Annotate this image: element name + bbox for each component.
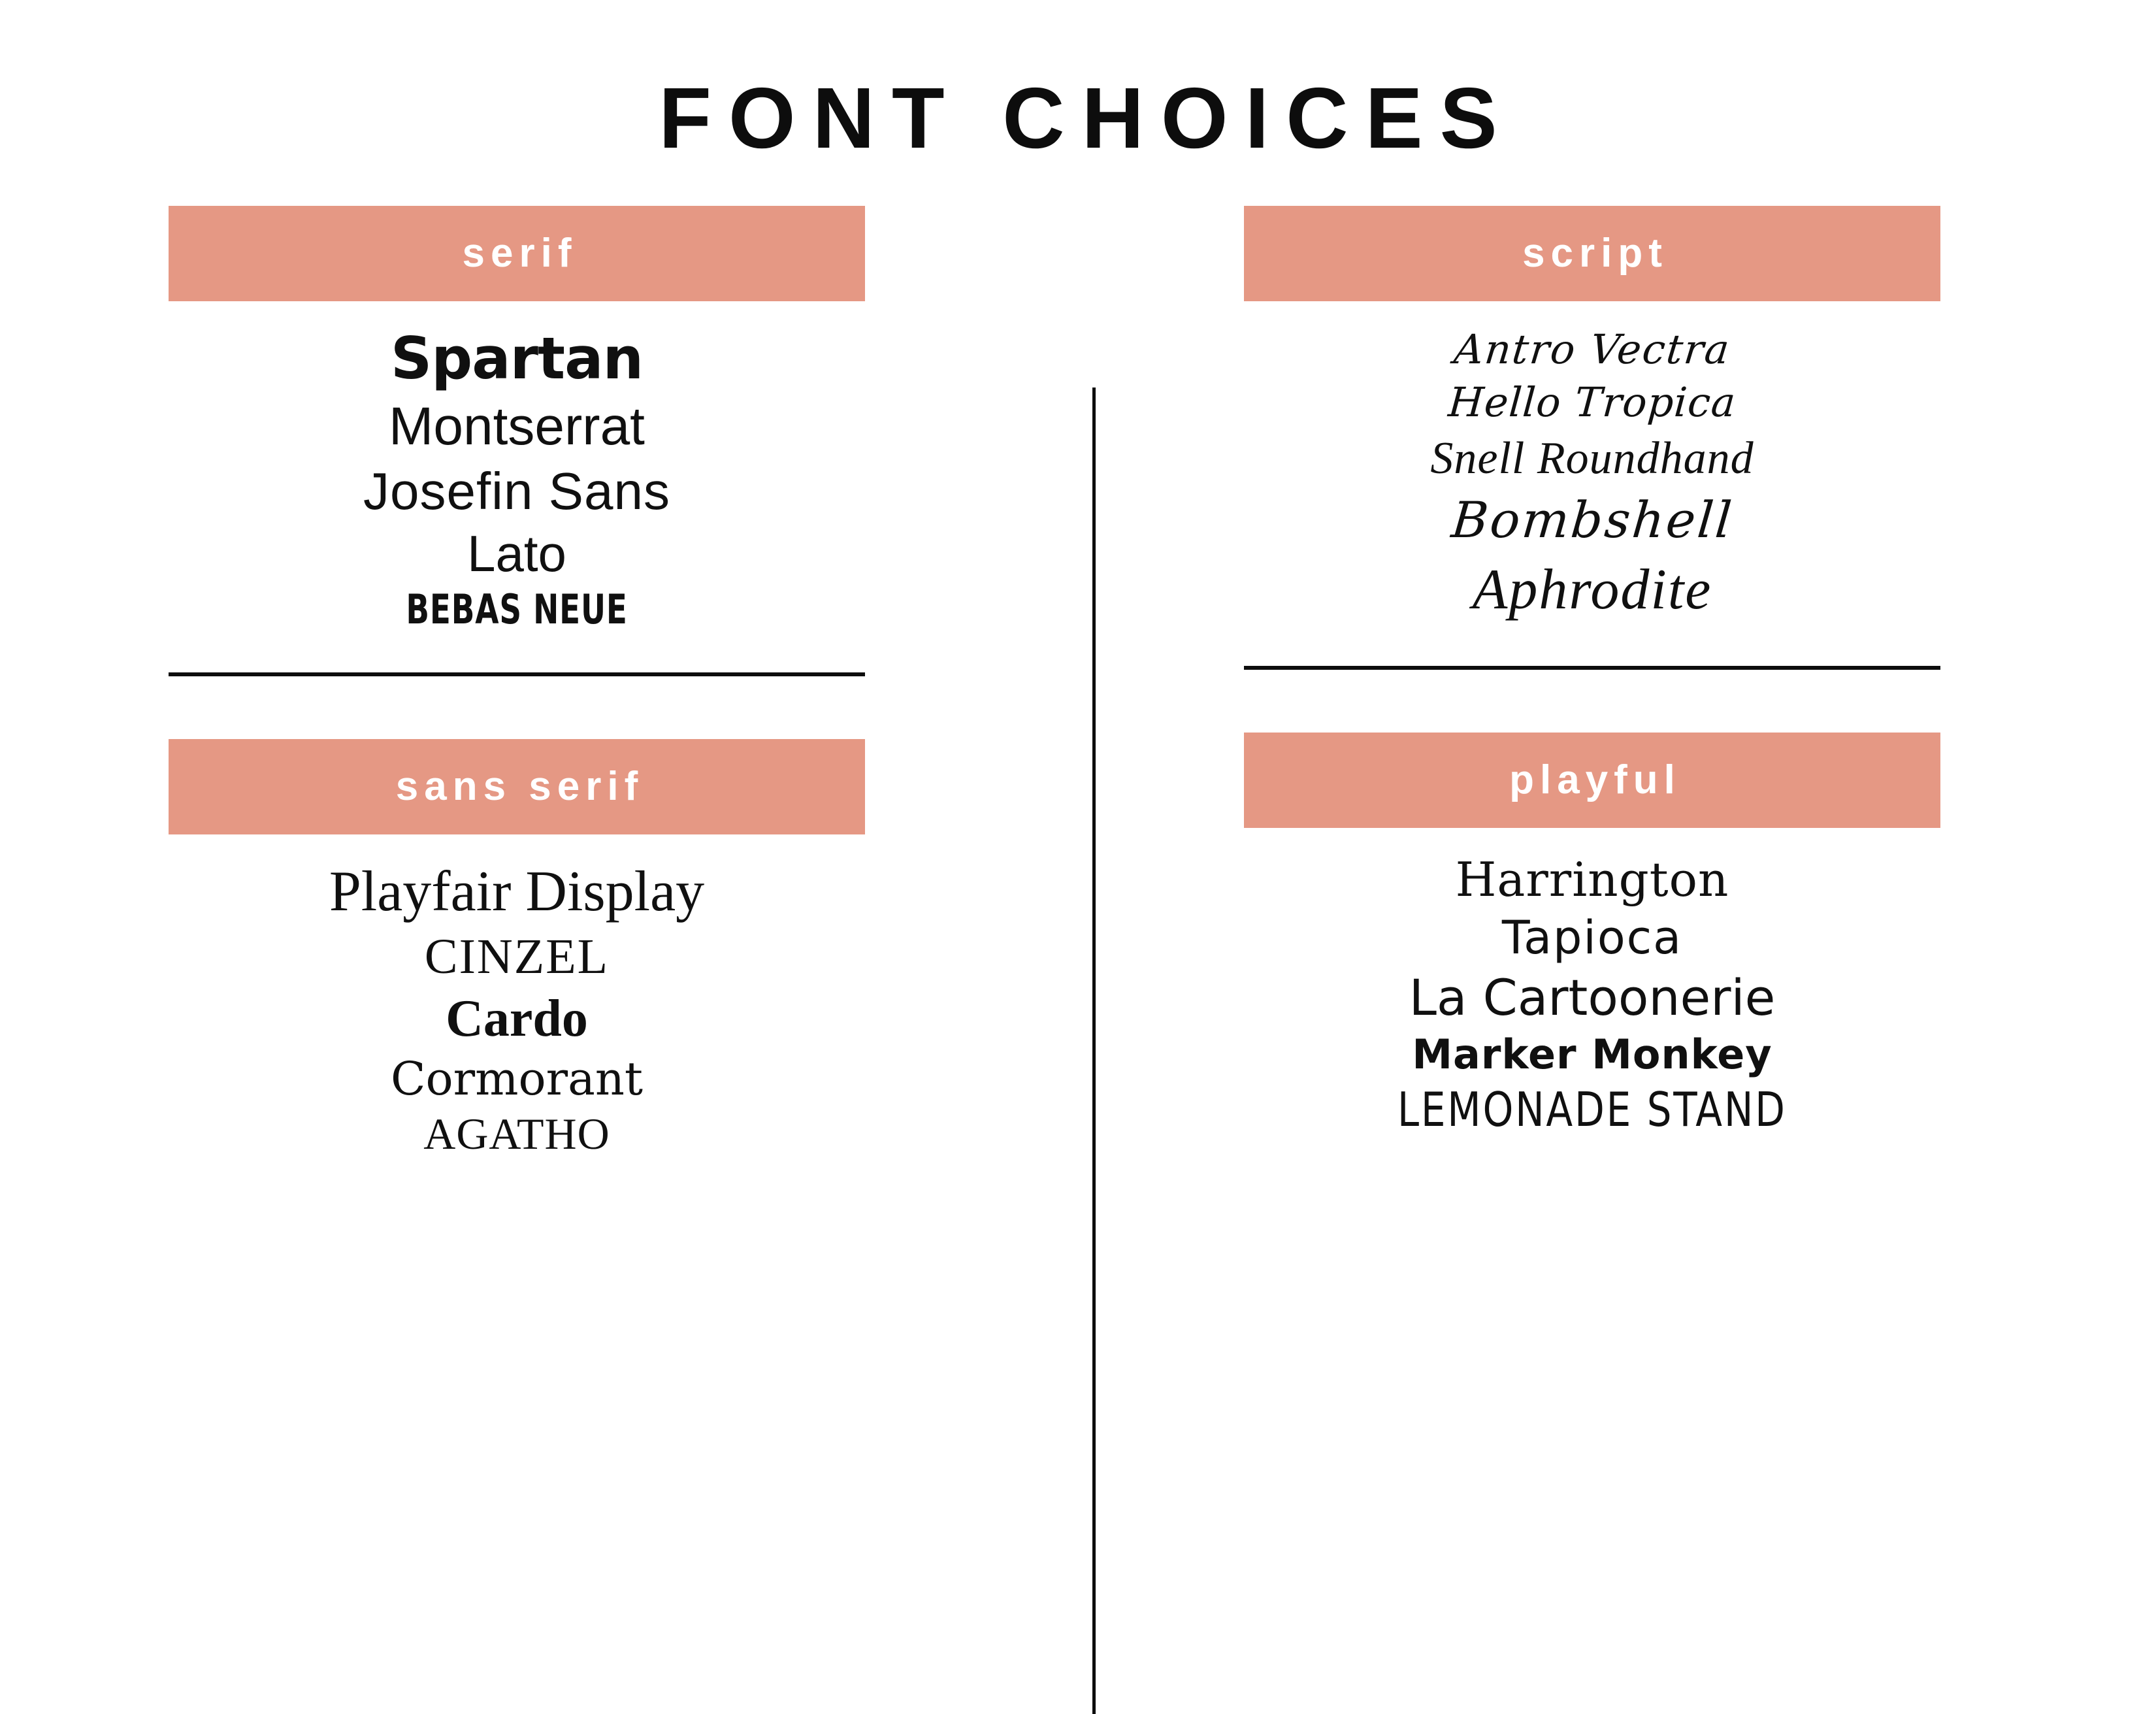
category-label-playful: playful	[1509, 757, 1681, 802]
font-sample-bebas-neue: BEBAS NEUE	[406, 585, 628, 634]
list-item	[169, 927, 865, 987]
list-item	[169, 1051, 865, 1107]
list-item	[1244, 909, 1940, 966]
page-title: FONT CHOICES	[659, 70, 1514, 166]
font-sample-playfair-display: Playfair Display	[329, 859, 705, 923]
font-sample-la-cartoonerie: La Cartoonerie	[1409, 968, 1776, 1027]
list-item	[169, 585, 865, 635]
font-sample-lemonade-stand: LEMONADE STAND	[1397, 1082, 1787, 1138]
section-playful	[1244, 733, 2038, 1140]
section-script	[1244, 206, 2038, 627]
font-sample-aphrodite: Aphrodite	[1472, 558, 1712, 622]
font-list-playful	[1244, 828, 1940, 1140]
font-sample-cinzel: CINZEL	[424, 929, 610, 985]
list-item	[169, 523, 865, 585]
list-item	[1244, 850, 1940, 910]
columns-container	[0, 165, 2156, 1666]
font-list-script	[1244, 301, 1940, 627]
list-item	[1244, 429, 1940, 488]
font-sample-spartan: Spartan	[390, 325, 644, 393]
list-item	[169, 323, 865, 393]
category-banner-playful	[1244, 733, 1940, 828]
category-label-sans-serif: sans serif	[395, 763, 644, 809]
font-sample-tapioca: Tapioca	[1501, 911, 1683, 965]
section-serif	[169, 206, 963, 635]
list-item	[1244, 1029, 1940, 1080]
right-column	[1081, 206, 2156, 1666]
font-sample-antro-vectra: Antro Vectra	[1452, 325, 1733, 374]
vertical-divider	[1092, 387, 1096, 1714]
list-item	[169, 987, 865, 1051]
category-label-serif: serif	[462, 231, 578, 276]
list-item	[169, 857, 865, 927]
font-sample-lato: Lato	[467, 525, 566, 583]
font-list-serif	[169, 301, 865, 635]
font-sample-harrington: Harrington	[1455, 851, 1729, 907]
font-sample-josefin-sans: Josefin Sans	[363, 461, 671, 520]
font-sample-hello-tropica: Hello Tropica	[1446, 378, 1738, 426]
font-sample-marker-monkey: Marker Monkey	[1412, 1030, 1772, 1079]
list-item	[169, 459, 865, 523]
category-label-script: script	[1522, 231, 1668, 276]
font-sample-montserrat: Montserrat	[389, 396, 645, 456]
section-sans-serif	[169, 739, 963, 1161]
list-item	[1244, 966, 1940, 1029]
category-banner-serif	[169, 206, 865, 301]
left-column	[0, 206, 1081, 1666]
section-divider-left	[169, 672, 865, 676]
category-banner-sans-serif	[169, 739, 865, 834]
list-item	[1244, 553, 1940, 627]
font-sample-bombshell: Bombshell	[1448, 491, 1736, 550]
list-item	[1244, 1080, 1940, 1140]
list-item	[1244, 376, 1940, 429]
font-sample-cardo: Cardo	[446, 990, 588, 1048]
font-sample-agatho: AGATHO	[423, 1109, 610, 1159]
font-sample-cormorant: Cormorant	[390, 1051, 644, 1106]
font-list-sans-serif	[169, 834, 865, 1161]
list-item	[169, 1107, 865, 1161]
section-divider-right	[1244, 666, 1940, 670]
list-item	[1244, 323, 1940, 376]
category-banner-script	[1244, 206, 1940, 301]
font-sample-snell-roundhand: Snell Roundhand	[1430, 433, 1754, 484]
list-item	[169, 394, 865, 459]
list-item	[1244, 488, 1940, 553]
